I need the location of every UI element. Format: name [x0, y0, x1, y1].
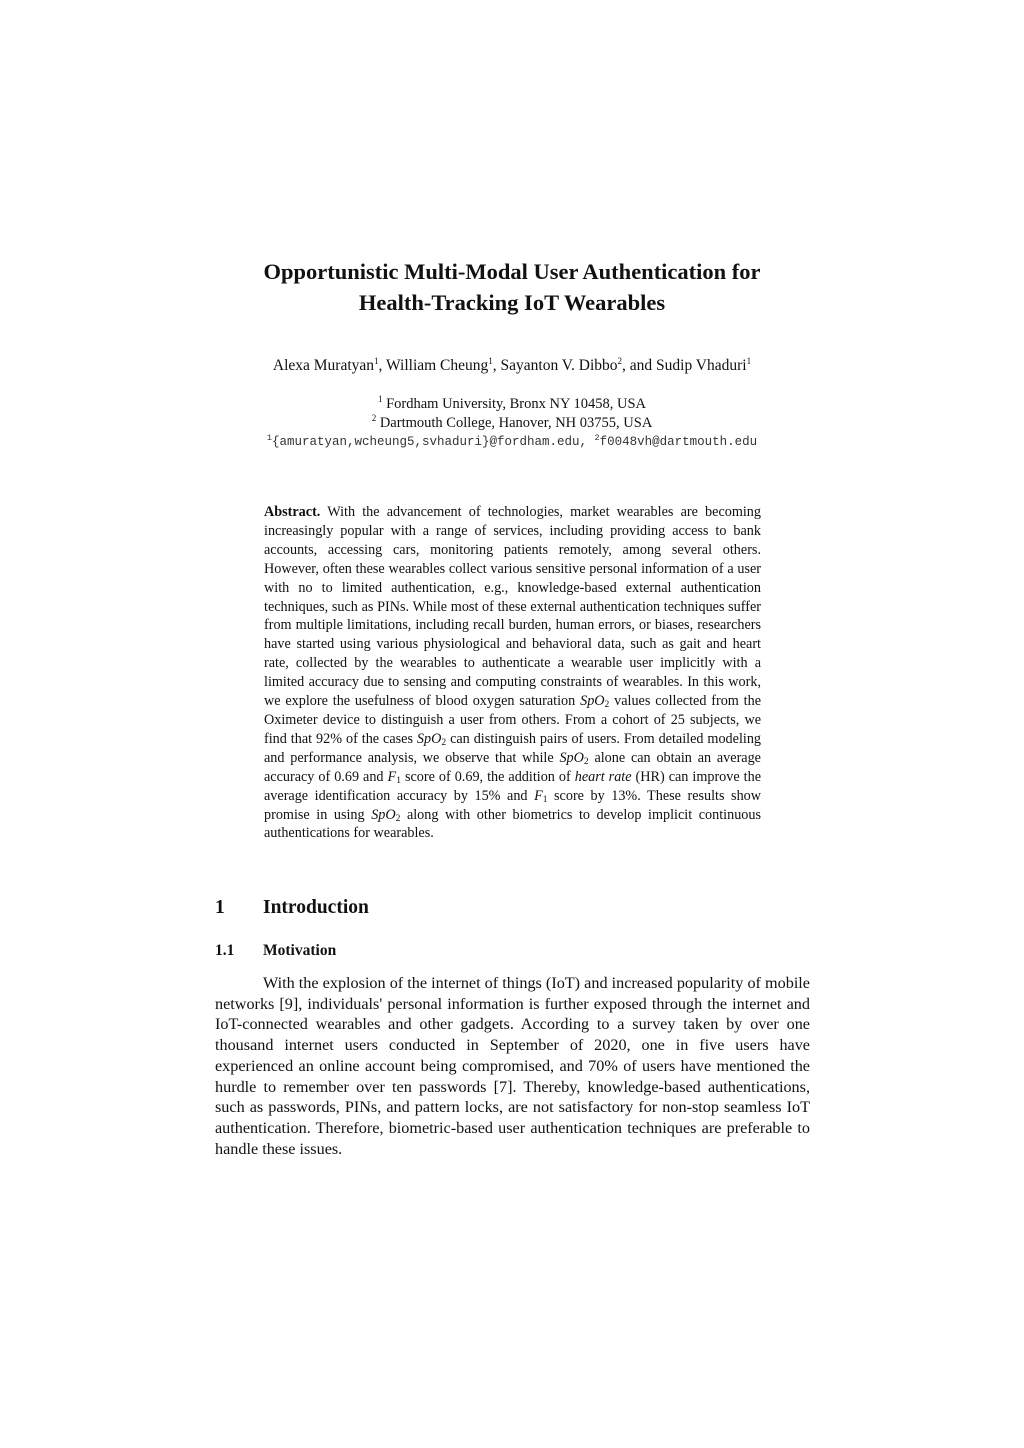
abstract-text: along with other biometrics to develop implicit continuous authentications for wearables. — [264, 806, 761, 842]
email-text: {amuratyan,wcheung5,svhaduri}@fordham.edu, — [271, 435, 587, 449]
affiliation-text: Fordham University, Bronx NY 10458, USA — [386, 396, 647, 412]
author-name: Sayanton V. Dibbo — [500, 357, 618, 374]
abstract-text: (HR) can improve the average identification accuracy by 15% and — [264, 768, 762, 804]
author-and-separator: , and — [622, 357, 657, 374]
affiliations — [160, 395, 864, 433]
affiliation-line — [160, 414, 864, 433]
author-separator: , — [492, 357, 501, 374]
author-affiliation-mark: 1 — [374, 355, 379, 366]
body-paragraph: With the explosion of the internet of things (IoT) and increased popularity of mobile networks [9], individuals' personal information is further exposed through the internet and IoT-connected wearables and other gadgets. According to a survey taken by over one thousand internet users conducted in September of 2020, one in five users have experienced an online account being compromised, and 70% of users have mentioned the hurdle to remember over ten passwords [7]. Thereby, knowledge-based authentications, such as passwords, PINs, and pattern locks, are not satisfactory for non-stop seamless IoT authentication. Therefore, biometric-based user authentication techniques are preferable to handle these issues. — [215, 974, 810, 1158]
author-emails — [160, 433, 864, 451]
section-heading — [215, 896, 369, 920]
affiliation-mark: 1 — [377, 394, 383, 405]
email-text: f0048vh@dartmouth.edu — [599, 435, 758, 449]
affiliation-text: Dartmouth College, Hanover, NH 03755, USA — [379, 415, 653, 431]
author-affiliation-mark: 1 — [746, 355, 752, 366]
abstract-text: score by 13%. These results show promise in using — [264, 787, 762, 823]
paper-title — [200, 256, 824, 318]
author-name: William Cheung — [386, 357, 489, 374]
f1-term: $F_1$ — [387, 768, 401, 786]
abstract-text: values collected from the Oximeter device to distinguish a user from others. From a cohort of 25 subjects, we find that 92% of the cases — [264, 693, 762, 747]
section-title: Introduction — [263, 897, 369, 918]
abstract — [264, 503, 761, 843]
spo2-term: SpO$_2$ — [371, 806, 401, 824]
section-number: 1 — [215, 897, 225, 918]
author-affiliation-mark: 1 — [488, 355, 493, 366]
author-affiliation-mark: 2 — [617, 355, 623, 366]
abstract-text: can distinguish pairs of users. From detailed modeling and performance analysis, we observe that while — [264, 730, 762, 766]
affiliation-mark: 2 — [371, 413, 377, 424]
subsection-title: Motivation — [263, 942, 337, 959]
author-name: Sudip Vhaduri — [656, 357, 747, 374]
spo2-term: SpO$_2$ — [559, 749, 589, 767]
author-list — [160, 355, 864, 377]
abstract-label: Abstract. — [264, 504, 321, 520]
heart-rate-term: heart rate — [574, 768, 632, 785]
title-line-1: Opportunistic Multi-Modal User Authentication for — [263, 259, 761, 284]
abstract-text: With the advancement of technologies, market wearables are becoming increasingly popular with a range of services, including providing access to bank accounts, accessing cars, monitoring patients remotely, among several others. However, often these wearables collect various sensitive personal information of a user with no to limited authentication, e.g., knowledge-based external authentication techniques, such as PINs. While most of these external authentication techniques suffer from multiple limitations, including recall burden, human errors, or biases, researchers have started using various physiological and behavioral data, such as gait and heart rate, collected by the wearables to authenticate a wearable user implicitly with a limited accuracy due to sensing and computing constraints of wearables. In this work, we explore the usefulness of blood oxygen saturation — [264, 504, 761, 710]
email-mark: 1 — [266, 432, 272, 443]
spo2-term: SpO$_2$ — [416, 730, 447, 748]
author-separator: , — [378, 357, 387, 374]
title-line-2: Health-Tracking IoT Wearables — [358, 290, 666, 315]
subsection-number: 1.1 — [215, 942, 235, 959]
author-name: Alexa Muratyan — [272, 357, 375, 374]
abstract-text: score of 0.69, the addition of — [404, 768, 571, 785]
email-mark: 2 — [594, 432, 600, 443]
f1-term: $F_1$ — [534, 787, 548, 805]
affiliation-line — [160, 395, 864, 414]
spo2-term: SpO$_2$ — [580, 693, 610, 711]
subsection-heading — [215, 940, 336, 962]
abstract-text: alone can obtain an average accuracy of 0.69 and — [264, 749, 761, 785]
